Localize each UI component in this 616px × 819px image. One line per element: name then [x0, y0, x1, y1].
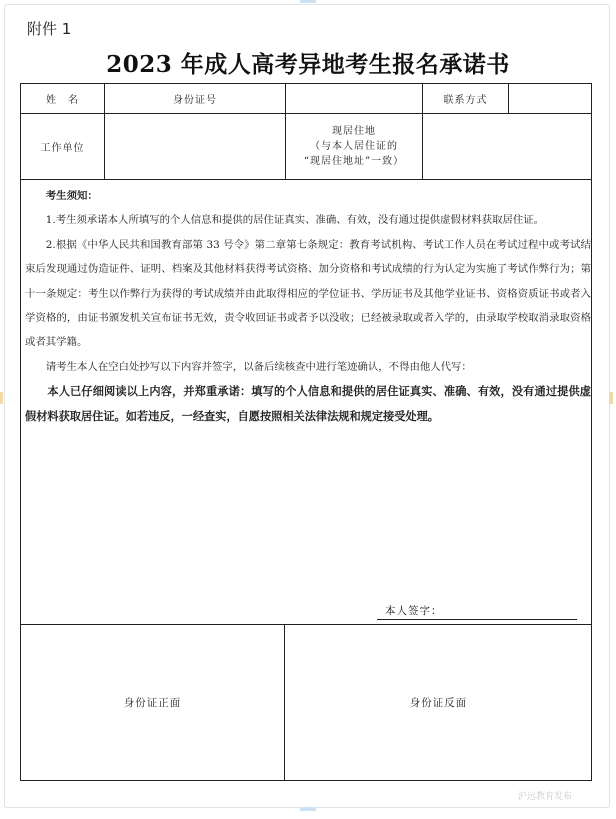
id-card-front-area[interactable]: 身份证正面	[123, 697, 182, 709]
publisher-watermark: 沪远教育发布	[518, 792, 573, 802]
row-divider	[21, 179, 591, 180]
residence-label-line: “现居住地址”一致）	[303, 156, 405, 167]
id-number-label: 身份证号	[173, 95, 217, 106]
work-unit-field[interactable]	[105, 114, 285, 179]
bottom-scroll-marker	[300, 807, 316, 811]
pledge-statement: 本人已仔细阅读以上内容，并郑重承诺：填写的个人信息和提供的居住证真实、准确、有效，没有通过提供虚假材料获取居住证。如若违反，一经查实，自愿按照相关法律法规和规定接受处理。	[25, 385, 591, 424]
candidate-notice	[25, 184, 591, 429]
next-page-arrow-icon[interactable]	[609, 392, 613, 404]
id-card-back-area[interactable]: 身份证反面	[409, 697, 468, 709]
document-title: 2023 年成人高考异地考生报名承诺书	[106, 51, 510, 78]
name-label: 姓 名	[46, 95, 79, 106]
contact-label: 联系方式	[443, 95, 488, 106]
attachment-label: 附件 1	[27, 20, 72, 38]
residence-label-line: （与本人居住证的	[310, 141, 398, 152]
signature-field[interactable]: 本人签字：	[377, 603, 577, 620]
residence-field[interactable]	[423, 114, 592, 179]
previous-page-arrow-icon[interactable]	[0, 392, 3, 404]
work-unit-label: 工作单位	[40, 143, 85, 154]
residence-label	[286, 114, 422, 179]
residence-label-line: 现居住地	[332, 126, 376, 137]
notice-instruction: 请考生本人在空白处抄写以下内容并签字，以备后续核查中进行笔迹确认，不得由他人代写：	[45, 360, 472, 373]
application-form	[20, 83, 592, 781]
top-scroll-marker	[300, 0, 316, 3]
notice-item: 2.根据《中华人民共和国教育部第 33 号令》第二章第七条规定：教育考试机构、考试工作人员在考试过程中或考试结束后发现通过伪造证件、证明、档案及其他材料获得考试资格、加分资格和考试成绩的行为认定为实施了考试作弊行为；第十一条规定：考生以作弊行为获得的考试成绩并由此取得相应的学位证书、学历证书及其他学业证书、资格资质证书或者入学资格的，由证书颁发机关宣布证书无效，责令收回证书或者予以没收；已经被录取或者入学的，由录取学校取消录取资格或者其学籍。	[25, 238, 591, 349]
contact-field[interactable]	[509, 84, 592, 113]
id-number-field[interactable]	[286, 84, 422, 113]
notice-item: 1.考生须承诺本人所填写的个人信息和提供的居住证真实、准确、有效，没有通过提供虚假材料获取居住证。	[45, 214, 545, 227]
notice-heading: 考生须知：	[45, 190, 98, 202]
